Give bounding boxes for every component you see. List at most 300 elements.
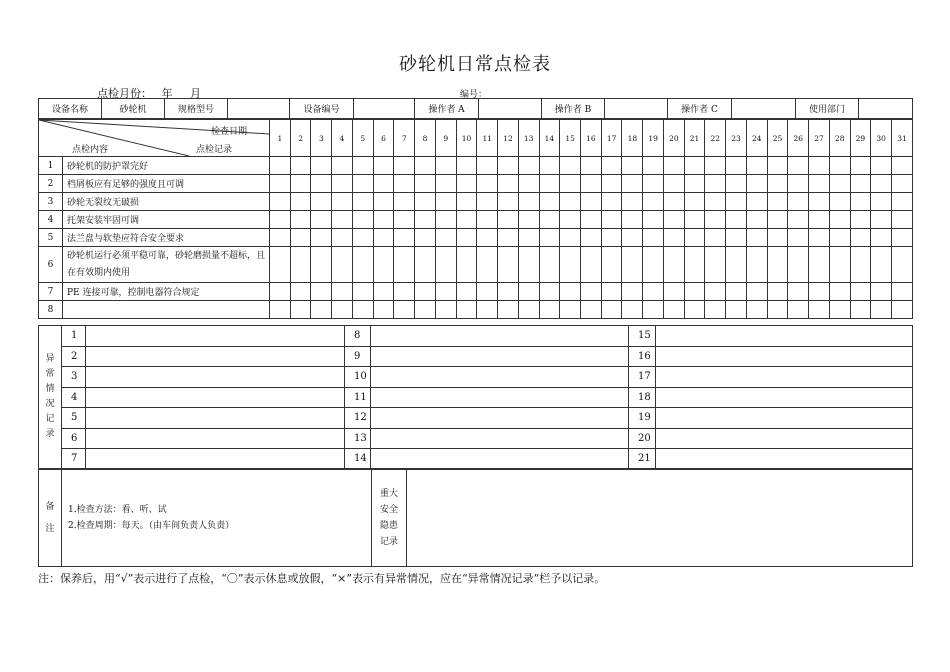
check-cell[interactable] bbox=[892, 247, 913, 283]
check-cell[interactable] bbox=[622, 247, 643, 283]
check-cell[interactable] bbox=[746, 157, 767, 175]
check-cell[interactable] bbox=[352, 193, 373, 211]
abnormal-index: 20 bbox=[629, 428, 656, 449]
check-cell[interactable] bbox=[373, 193, 394, 211]
check-cell[interactable] bbox=[290, 301, 311, 319]
check-cell[interactable] bbox=[373, 211, 394, 229]
check-cell[interactable] bbox=[560, 211, 581, 229]
check-cell[interactable] bbox=[850, 283, 871, 301]
check-cell[interactable] bbox=[746, 301, 767, 319]
check-cell[interactable] bbox=[726, 229, 747, 247]
check-cell[interactable] bbox=[518, 157, 539, 175]
check-cell[interactable] bbox=[270, 193, 291, 211]
check-cell[interactable] bbox=[518, 229, 539, 247]
check-cell[interactable] bbox=[518, 193, 539, 211]
check-cell[interactable] bbox=[684, 193, 705, 211]
check-cell[interactable] bbox=[311, 175, 332, 193]
check-cell[interactable] bbox=[581, 193, 602, 211]
check-cell[interactable] bbox=[456, 301, 477, 319]
check-cell[interactable] bbox=[311, 211, 332, 229]
check-cell[interactable] bbox=[581, 283, 602, 301]
check-cell[interactable] bbox=[498, 211, 519, 229]
day-header: 13 bbox=[518, 120, 539, 157]
remarks-label bbox=[39, 469, 62, 567]
abnormal-entry[interactable] bbox=[371, 387, 629, 408]
check-cell[interactable] bbox=[746, 211, 767, 229]
check-cell[interactable] bbox=[871, 175, 892, 193]
check-cell[interactable] bbox=[663, 283, 684, 301]
abnormal-entry[interactable] bbox=[371, 367, 629, 388]
check-cell[interactable] bbox=[518, 301, 539, 319]
check-cell[interactable] bbox=[498, 175, 519, 193]
check-cell[interactable] bbox=[539, 247, 560, 283]
check-cell[interactable] bbox=[456, 211, 477, 229]
check-cell[interactable] bbox=[332, 157, 353, 175]
check-cell[interactable] bbox=[539, 193, 560, 211]
check-cell[interactable] bbox=[788, 301, 809, 319]
check-cell[interactable] bbox=[788, 229, 809, 247]
check-cell[interactable] bbox=[290, 211, 311, 229]
check-cell[interactable] bbox=[829, 175, 850, 193]
check-cell[interactable] bbox=[332, 301, 353, 319]
check-cell[interactable] bbox=[705, 229, 726, 247]
check-cell[interactable] bbox=[456, 283, 477, 301]
check-cell[interactable] bbox=[415, 193, 436, 211]
check-cell[interactable] bbox=[850, 229, 871, 247]
check-cell[interactable] bbox=[850, 175, 871, 193]
abnormal-entry[interactable] bbox=[86, 449, 345, 470]
check-cell[interactable] bbox=[352, 247, 373, 283]
check-cell[interactable] bbox=[788, 193, 809, 211]
check-cell[interactable] bbox=[435, 211, 456, 229]
check-cell[interactable] bbox=[643, 229, 664, 247]
check-cell[interactable] bbox=[643, 211, 664, 229]
check-cell[interactable] bbox=[726, 211, 747, 229]
check-cell[interactable] bbox=[788, 283, 809, 301]
check-cell[interactable] bbox=[829, 211, 850, 229]
check-cell[interactable] bbox=[601, 193, 622, 211]
check-cell[interactable] bbox=[684, 247, 705, 283]
check-cell[interactable] bbox=[560, 175, 581, 193]
check-cell[interactable] bbox=[746, 175, 767, 193]
check-cell[interactable] bbox=[871, 193, 892, 211]
check-cell[interactable] bbox=[560, 157, 581, 175]
check-cell[interactable] bbox=[829, 247, 850, 283]
check-cell[interactable] bbox=[684, 283, 705, 301]
check-cell[interactable] bbox=[726, 283, 747, 301]
remarks-text bbox=[62, 469, 372, 567]
check-cell[interactable] bbox=[788, 211, 809, 229]
check-cell[interactable] bbox=[311, 193, 332, 211]
abnormal-row bbox=[39, 387, 913, 408]
check-cell[interactable] bbox=[373, 283, 394, 301]
operator-a-value[interactable] bbox=[479, 99, 542, 119]
check-cell[interactable] bbox=[663, 193, 684, 211]
check-cell[interactable] bbox=[643, 175, 664, 193]
check-cell[interactable] bbox=[767, 247, 788, 283]
abnormal-entry[interactable] bbox=[656, 408, 913, 429]
check-cell[interactable] bbox=[456, 229, 477, 247]
check-cell[interactable] bbox=[539, 211, 560, 229]
check-cell[interactable] bbox=[518, 247, 539, 283]
check-cell[interactable] bbox=[663, 301, 684, 319]
check-cell[interactable] bbox=[622, 301, 643, 319]
abnormal-entry[interactable] bbox=[371, 346, 629, 367]
check-cell[interactable] bbox=[435, 247, 456, 283]
check-cell[interactable] bbox=[311, 157, 332, 175]
check-cell[interactable] bbox=[435, 283, 456, 301]
check-cell[interactable] bbox=[290, 283, 311, 301]
abnormal-entry[interactable] bbox=[371, 326, 629, 347]
check-cell[interactable] bbox=[705, 283, 726, 301]
abnormal-entry[interactable] bbox=[656, 387, 913, 408]
check-cell[interactable] bbox=[352, 175, 373, 193]
operator-c-value[interactable] bbox=[732, 99, 796, 119]
check-cell[interactable] bbox=[788, 247, 809, 283]
check-cell[interactable] bbox=[435, 229, 456, 247]
abnormal-entry[interactable] bbox=[86, 346, 345, 367]
check-cell[interactable] bbox=[456, 247, 477, 283]
footnote: 注：保养后，用“√”表示进行了点检，“〇”表示休息或放假，“×”表示有异常情况，应在“异常情况记录”栏予以记录。 bbox=[38, 572, 606, 585]
check-cell[interactable] bbox=[809, 229, 830, 247]
check-cell[interactable] bbox=[684, 229, 705, 247]
check-cell[interactable] bbox=[270, 229, 291, 247]
check-cell[interactable] bbox=[726, 157, 747, 175]
check-cell[interactable] bbox=[435, 193, 456, 211]
check-cell[interactable] bbox=[767, 157, 788, 175]
check-cell[interactable] bbox=[477, 157, 498, 175]
check-cell[interactable] bbox=[871, 211, 892, 229]
check-cell[interactable] bbox=[622, 283, 643, 301]
check-cell[interactable] bbox=[290, 157, 311, 175]
check-cell[interactable] bbox=[622, 211, 643, 229]
check-cell[interactable] bbox=[477, 193, 498, 211]
check-cell[interactable] bbox=[560, 283, 581, 301]
check-cell[interactable] bbox=[477, 283, 498, 301]
check-cell[interactable] bbox=[394, 301, 415, 319]
check-cell[interactable] bbox=[581, 175, 602, 193]
check-cell[interactable] bbox=[643, 247, 664, 283]
check-cell[interactable] bbox=[415, 283, 436, 301]
abnormal-entry[interactable] bbox=[656, 346, 913, 367]
abnormal-entry[interactable] bbox=[656, 367, 913, 388]
check-cell[interactable] bbox=[539, 229, 560, 247]
check-cell[interactable] bbox=[394, 229, 415, 247]
check-cell[interactable] bbox=[726, 175, 747, 193]
check-cell[interactable] bbox=[663, 175, 684, 193]
check-cell[interactable] bbox=[601, 229, 622, 247]
inspection-row bbox=[39, 301, 913, 319]
check-cell[interactable] bbox=[705, 157, 726, 175]
check-cell[interactable] bbox=[746, 283, 767, 301]
abnormal-entry[interactable] bbox=[86, 387, 345, 408]
model-value[interactable] bbox=[228, 99, 290, 119]
check-cell[interactable] bbox=[581, 247, 602, 283]
check-cell[interactable] bbox=[270, 247, 291, 283]
check-cell[interactable] bbox=[892, 193, 913, 211]
check-cell[interactable] bbox=[892, 175, 913, 193]
check-cell[interactable] bbox=[581, 229, 602, 247]
abnormal-entry[interactable] bbox=[656, 428, 913, 449]
check-cell[interactable] bbox=[601, 211, 622, 229]
check-cell[interactable] bbox=[290, 175, 311, 193]
check-cell[interactable] bbox=[456, 175, 477, 193]
check-cell[interactable] bbox=[352, 229, 373, 247]
check-cell[interactable] bbox=[290, 229, 311, 247]
check-cell[interactable] bbox=[892, 211, 913, 229]
abnormal-index: 1 bbox=[62, 326, 86, 347]
check-cell[interactable] bbox=[415, 229, 436, 247]
abnormal-entry[interactable] bbox=[371, 408, 629, 429]
check-cell[interactable] bbox=[352, 301, 373, 319]
check-cell[interactable] bbox=[663, 229, 684, 247]
check-cell[interactable] bbox=[518, 211, 539, 229]
check-cell[interactable] bbox=[373, 175, 394, 193]
check-cell[interactable] bbox=[788, 175, 809, 193]
page-title: 砂轮机日常点检表 bbox=[399, 54, 551, 75]
check-cell[interactable] bbox=[809, 247, 830, 283]
check-cell[interactable] bbox=[560, 301, 581, 319]
check-cell[interactable] bbox=[332, 193, 353, 211]
day-header: 20 bbox=[663, 120, 684, 157]
check-cell[interactable] bbox=[498, 283, 519, 301]
check-cell[interactable] bbox=[456, 157, 477, 175]
check-cell[interactable] bbox=[767, 229, 788, 247]
check-cell[interactable] bbox=[477, 211, 498, 229]
check-cell[interactable] bbox=[850, 157, 871, 175]
check-cell[interactable] bbox=[788, 157, 809, 175]
check-cell[interactable] bbox=[829, 193, 850, 211]
check-cell[interactable] bbox=[539, 157, 560, 175]
check-cell[interactable] bbox=[601, 301, 622, 319]
check-cell[interactable] bbox=[332, 247, 353, 283]
check-cell[interactable] bbox=[352, 283, 373, 301]
abnormal-index: 19 bbox=[629, 408, 656, 429]
check-cell[interactable] bbox=[622, 175, 643, 193]
equipment-no-value[interactable] bbox=[354, 99, 415, 119]
check-cell[interactable] bbox=[601, 175, 622, 193]
check-cell[interactable] bbox=[415, 157, 436, 175]
check-cell[interactable] bbox=[829, 283, 850, 301]
check-cell[interactable] bbox=[705, 175, 726, 193]
check-cell[interactable] bbox=[601, 247, 622, 283]
check-cell[interactable] bbox=[643, 157, 664, 175]
check-cell[interactable] bbox=[415, 175, 436, 193]
check-cell[interactable] bbox=[477, 175, 498, 193]
check-cell[interactable] bbox=[560, 247, 581, 283]
check-cell[interactable] bbox=[415, 211, 436, 229]
check-cell[interactable] bbox=[477, 229, 498, 247]
check-cell[interactable] bbox=[622, 157, 643, 175]
check-cell[interactable] bbox=[290, 193, 311, 211]
check-cell[interactable] bbox=[435, 157, 456, 175]
check-cell[interactable] bbox=[705, 247, 726, 283]
check-cell[interactable] bbox=[581, 211, 602, 229]
check-cell[interactable] bbox=[684, 175, 705, 193]
day-header: 18 bbox=[622, 120, 643, 157]
check-cell[interactable] bbox=[767, 211, 788, 229]
check-cell[interactable] bbox=[643, 193, 664, 211]
check-cell[interactable] bbox=[311, 301, 332, 319]
check-cell[interactable] bbox=[394, 175, 415, 193]
check-cell[interactable] bbox=[311, 247, 332, 283]
check-cell[interactable] bbox=[705, 301, 726, 319]
check-cell[interactable] bbox=[539, 175, 560, 193]
check-cell[interactable] bbox=[394, 193, 415, 211]
check-cell[interactable] bbox=[394, 247, 415, 283]
abnormal-index: 3 bbox=[62, 367, 86, 388]
check-cell[interactable] bbox=[498, 301, 519, 319]
month-label: 点检月份： bbox=[97, 87, 152, 100]
check-cell[interactable] bbox=[622, 229, 643, 247]
check-cell[interactable] bbox=[498, 157, 519, 175]
check-cell[interactable] bbox=[332, 175, 353, 193]
check-cell[interactable] bbox=[892, 301, 913, 319]
check-cell[interactable] bbox=[394, 283, 415, 301]
check-cell[interactable] bbox=[539, 283, 560, 301]
check-cell[interactable] bbox=[871, 157, 892, 175]
abnormal-entry[interactable] bbox=[86, 428, 345, 449]
check-cell[interactable] bbox=[850, 301, 871, 319]
abnormal-index: 10 bbox=[345, 367, 371, 388]
check-cell[interactable] bbox=[332, 229, 353, 247]
department-value[interactable] bbox=[859, 99, 913, 119]
check-cell[interactable] bbox=[477, 301, 498, 319]
check-cell[interactable] bbox=[373, 301, 394, 319]
check-cell[interactable] bbox=[518, 175, 539, 193]
check-cell[interactable] bbox=[663, 211, 684, 229]
check-cell[interactable] bbox=[311, 283, 332, 301]
check-cell[interactable] bbox=[560, 193, 581, 211]
check-cell[interactable] bbox=[829, 157, 850, 175]
check-cell[interactable] bbox=[498, 247, 519, 283]
check-cell[interactable] bbox=[809, 175, 830, 193]
check-cell[interactable] bbox=[705, 211, 726, 229]
check-cell[interactable] bbox=[726, 193, 747, 211]
check-cell[interactable] bbox=[270, 211, 291, 229]
check-cell[interactable] bbox=[643, 301, 664, 319]
abnormal-entry[interactable] bbox=[656, 326, 913, 347]
abnormal-index: 12 bbox=[345, 408, 371, 429]
operator-b-value[interactable] bbox=[605, 99, 668, 119]
check-cell[interactable] bbox=[809, 211, 830, 229]
check-cell[interactable] bbox=[767, 193, 788, 211]
check-cell[interactable] bbox=[270, 301, 291, 319]
check-cell[interactable] bbox=[373, 229, 394, 247]
inspection-row bbox=[39, 247, 913, 283]
check-cell[interactable] bbox=[684, 157, 705, 175]
check-cell[interactable] bbox=[892, 229, 913, 247]
check-cell[interactable] bbox=[373, 247, 394, 283]
check-cell[interactable] bbox=[270, 157, 291, 175]
year-label: 年 bbox=[161, 87, 173, 100]
check-cell[interactable] bbox=[892, 157, 913, 175]
abnormal-entry[interactable] bbox=[371, 428, 629, 449]
check-cell[interactable] bbox=[767, 301, 788, 319]
check-cell[interactable] bbox=[373, 157, 394, 175]
check-cell[interactable] bbox=[311, 229, 332, 247]
day-header: 10 bbox=[456, 120, 477, 157]
check-cell[interactable] bbox=[892, 283, 913, 301]
check-cell[interactable] bbox=[850, 211, 871, 229]
check-cell[interactable] bbox=[498, 193, 519, 211]
check-cell[interactable] bbox=[270, 283, 291, 301]
check-cell[interactable] bbox=[829, 229, 850, 247]
check-cell[interactable] bbox=[871, 283, 892, 301]
abnormal-label-char: 记 bbox=[45, 414, 55, 425]
abnormal-entry[interactable] bbox=[86, 326, 345, 347]
check-cell[interactable] bbox=[352, 211, 373, 229]
check-cell[interactable] bbox=[809, 301, 830, 319]
check-cell[interactable] bbox=[518, 283, 539, 301]
check-cell[interactable] bbox=[601, 283, 622, 301]
check-cell[interactable] bbox=[394, 211, 415, 229]
abnormal-entry[interactable] bbox=[86, 408, 345, 429]
check-cell[interactable] bbox=[435, 175, 456, 193]
check-cell[interactable] bbox=[477, 247, 498, 283]
item-content: 砂轮机运行必须平稳可靠，砂轮磨损量不超标，且在有效期内使用 bbox=[63, 247, 270, 283]
abnormal-label-char: 录 bbox=[45, 429, 55, 440]
check-cell[interactable] bbox=[456, 193, 477, 211]
check-cell[interactable] bbox=[415, 247, 436, 283]
check-cell[interactable] bbox=[560, 229, 581, 247]
abnormal-entry[interactable] bbox=[656, 449, 913, 470]
operator-b-label: 操作者 B bbox=[542, 99, 605, 119]
check-cell[interactable] bbox=[663, 247, 684, 283]
check-cell[interactable] bbox=[850, 247, 871, 283]
check-cell[interactable] bbox=[809, 157, 830, 175]
check-cell[interactable] bbox=[829, 301, 850, 319]
check-cell[interactable] bbox=[746, 193, 767, 211]
check-cell[interactable] bbox=[415, 301, 436, 319]
check-cell[interactable] bbox=[435, 301, 456, 319]
check-cell[interactable] bbox=[663, 157, 684, 175]
check-cell[interactable] bbox=[746, 229, 767, 247]
check-cell[interactable] bbox=[767, 283, 788, 301]
major-hazard-record[interactable] bbox=[407, 469, 913, 567]
check-cell[interactable] bbox=[726, 301, 747, 319]
check-cell[interactable] bbox=[352, 157, 373, 175]
check-cell[interactable] bbox=[871, 247, 892, 283]
check-cell[interactable] bbox=[726, 247, 747, 283]
check-cell[interactable] bbox=[332, 283, 353, 301]
check-cell[interactable] bbox=[581, 301, 602, 319]
check-cell[interactable] bbox=[332, 211, 353, 229]
check-cell[interactable] bbox=[581, 157, 602, 175]
check-cell[interactable] bbox=[684, 211, 705, 229]
check-cell[interactable] bbox=[705, 193, 726, 211]
check-cell[interactable] bbox=[643, 283, 664, 301]
check-cell[interactable] bbox=[601, 157, 622, 175]
check-cell[interactable] bbox=[850, 193, 871, 211]
check-cell[interactable] bbox=[871, 229, 892, 247]
check-cell[interactable] bbox=[871, 301, 892, 319]
abnormal-entry[interactable] bbox=[371, 449, 629, 470]
check-cell[interactable] bbox=[498, 229, 519, 247]
check-cell[interactable] bbox=[290, 247, 311, 283]
check-cell[interactable] bbox=[270, 175, 291, 193]
check-cell[interactable] bbox=[684, 301, 705, 319]
check-cell[interactable] bbox=[767, 175, 788, 193]
check-cell[interactable] bbox=[539, 301, 560, 319]
check-cell[interactable] bbox=[394, 157, 415, 175]
check-cell[interactable] bbox=[622, 193, 643, 211]
inspection-record-label: 点检记录 bbox=[196, 145, 233, 155]
check-cell[interactable] bbox=[809, 283, 830, 301]
check-cell[interactable] bbox=[746, 247, 767, 283]
abnormal-entry[interactable] bbox=[86, 367, 345, 388]
check-cell[interactable] bbox=[809, 193, 830, 211]
